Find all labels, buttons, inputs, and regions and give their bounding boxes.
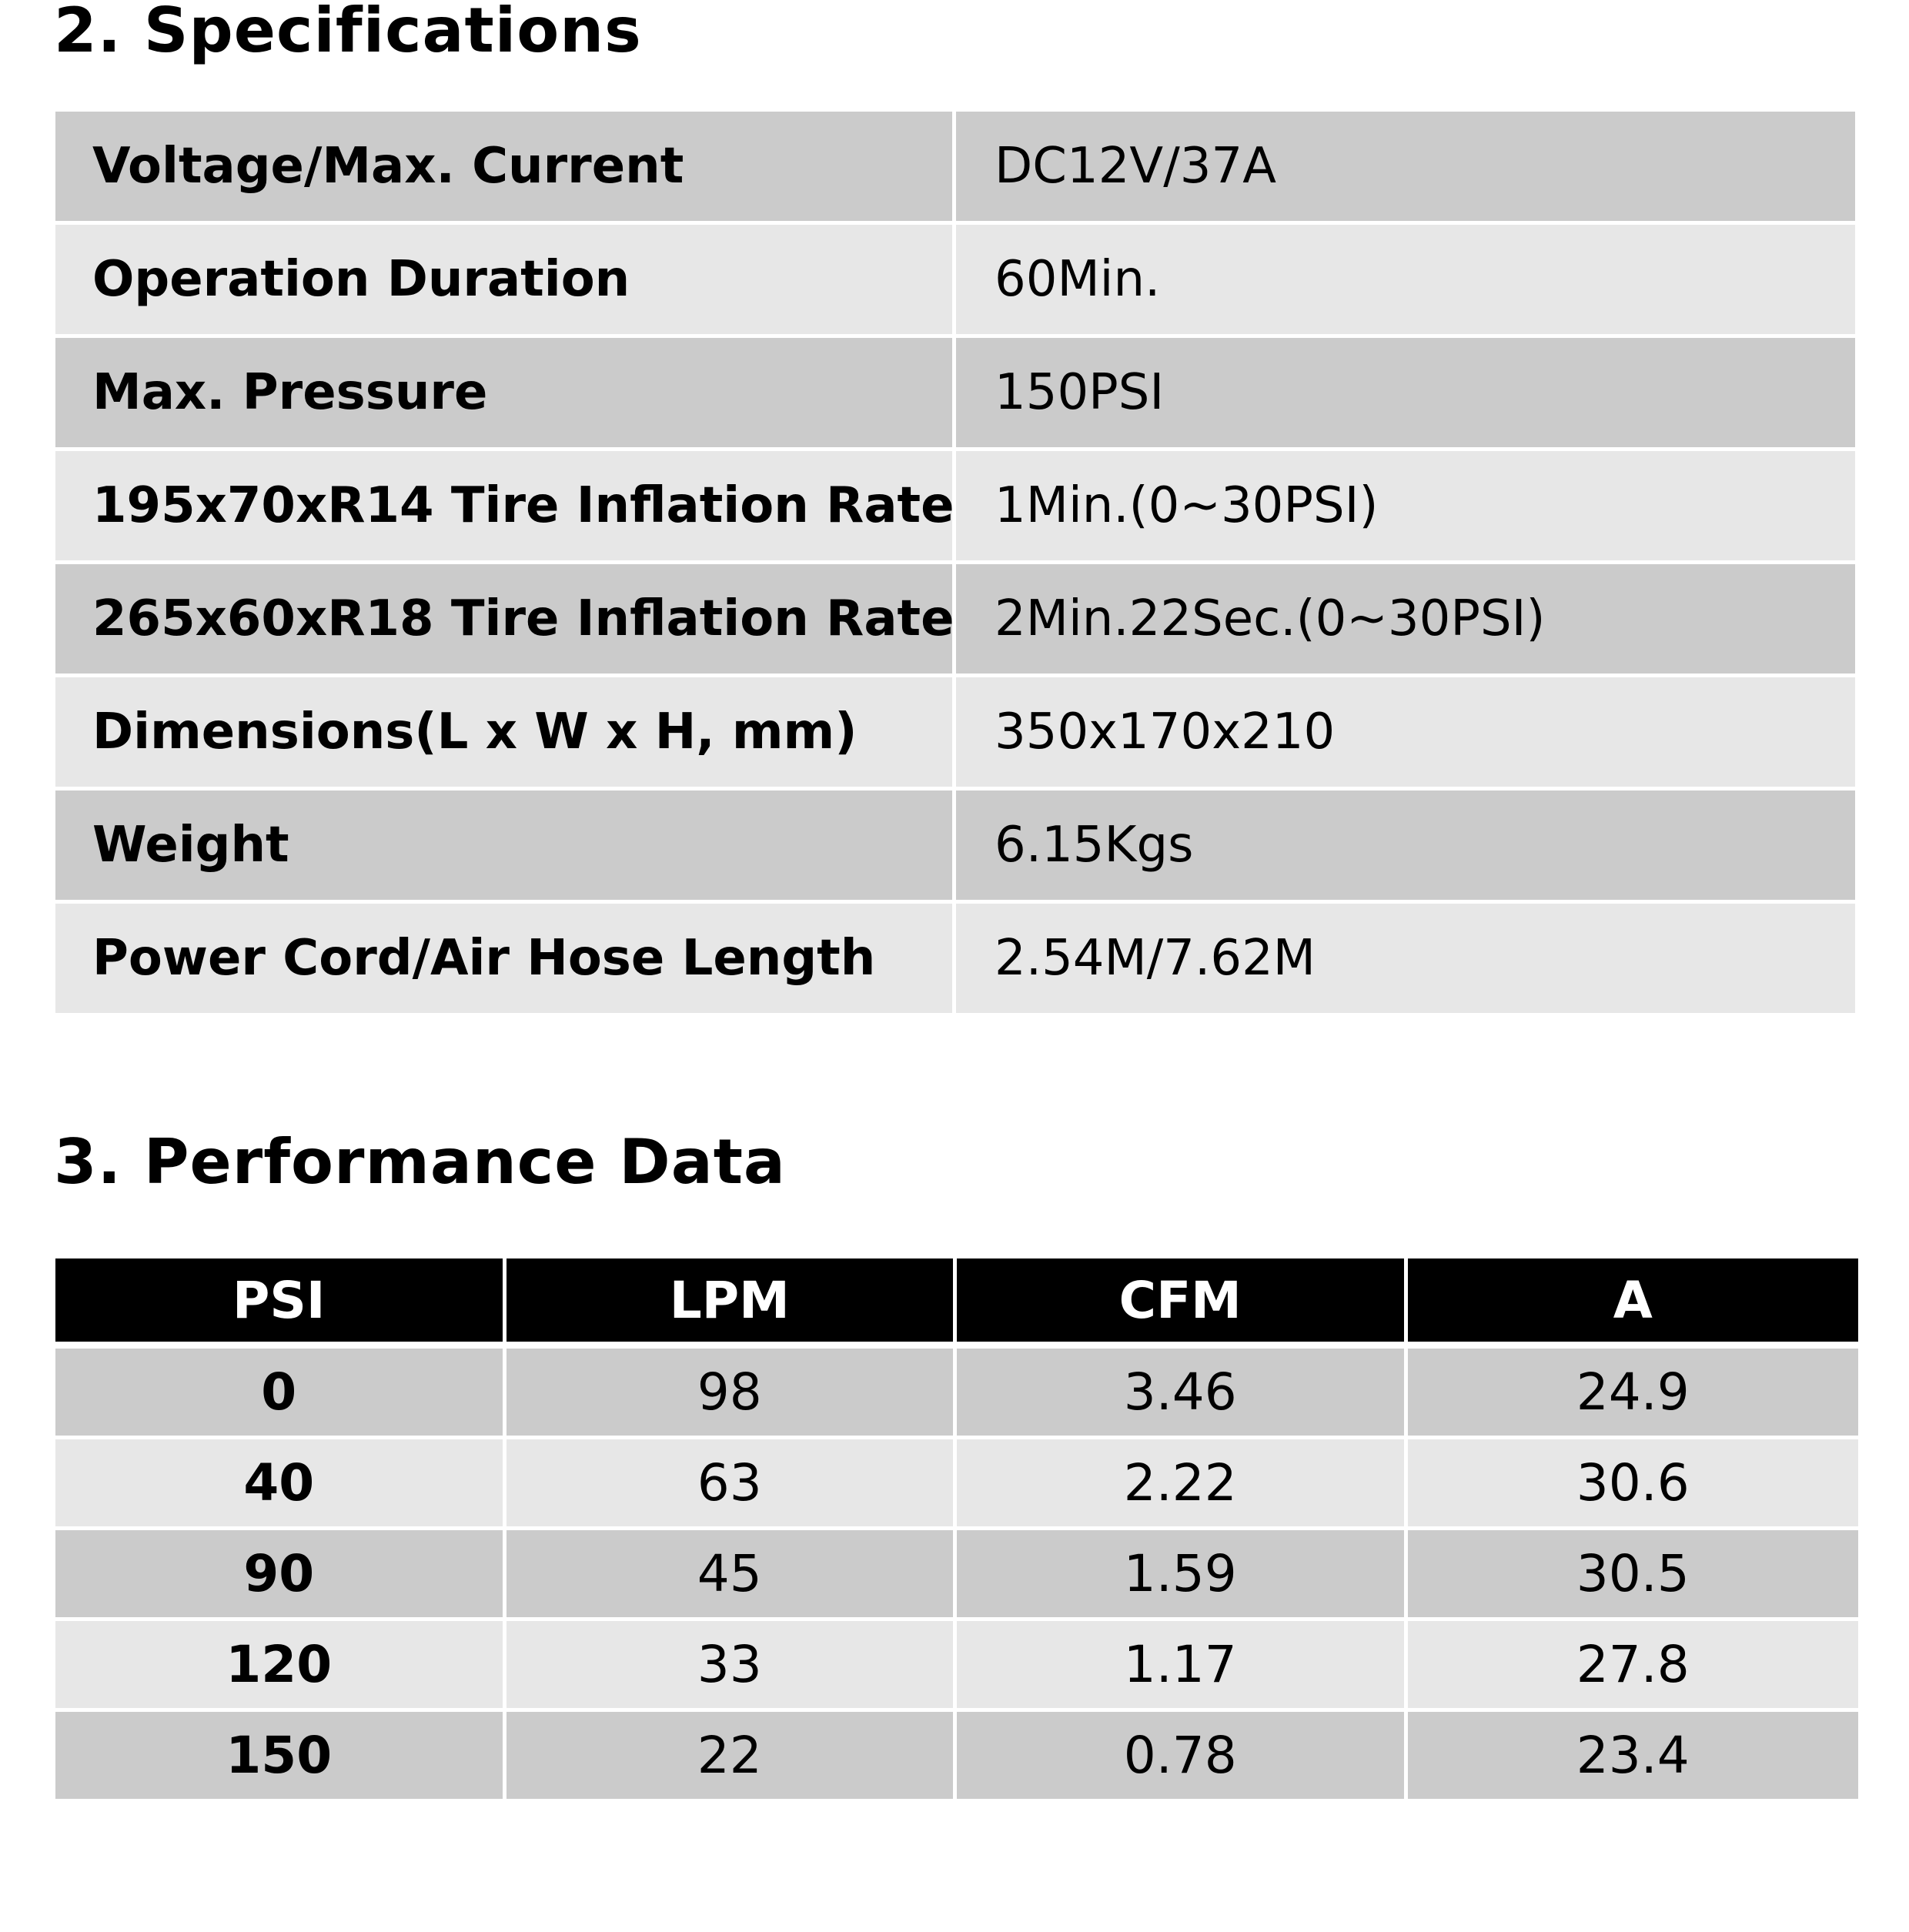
table-row — [55, 677, 1855, 791]
psi-cell: 150 — [55, 1712, 507, 1803]
spec-label: Dimensions(L x W x H, mm) — [55, 677, 956, 791]
column-header-lpm: LPM — [507, 1258, 958, 1349]
lpm-cell: 22 — [507, 1712, 958, 1803]
performance-table — [55, 1258, 1858, 1803]
table-row — [55, 225, 1855, 338]
amps-cell: 30.6 — [1408, 1439, 1859, 1530]
amps-cell: 23.4 — [1408, 1712, 1859, 1803]
cfm-cell: 1.59 — [957, 1530, 1408, 1621]
spec-value: 2.54M/7.62M — [956, 904, 1855, 1017]
lpm-cell: 33 — [507, 1621, 958, 1712]
specifications-table — [55, 112, 1855, 1017]
spec-label: Operation Duration — [55, 225, 956, 338]
spec-label: Weight — [55, 791, 956, 904]
table-row — [55, 338, 1855, 451]
table-row — [55, 1712, 1858, 1803]
table-row — [55, 1621, 1858, 1712]
lpm-cell: 45 — [507, 1530, 958, 1621]
spec-value: 6.15Kgs — [956, 791, 1855, 904]
spec-value: 1Min.(0~30PSI) — [956, 451, 1855, 564]
spec-value: 150PSI — [956, 338, 1855, 451]
spec-label: Power Cord/Air Hose Length — [55, 904, 956, 1017]
cfm-cell: 0.78 — [957, 1712, 1408, 1803]
psi-cell: 120 — [55, 1621, 507, 1712]
performance-heading: 3. Performance Data — [54, 1126, 786, 1198]
column-header-amps: A — [1408, 1258, 1859, 1349]
spec-label: Voltage/Max. Current — [55, 112, 956, 225]
table-row — [55, 451, 1855, 564]
table-row — [55, 1349, 1858, 1439]
spec-label: 195x70xR14 Tire Inflation Rate — [55, 451, 956, 564]
spec-value: DC12V/37A — [956, 112, 1855, 225]
table-row — [55, 564, 1855, 677]
lpm-cell: 63 — [507, 1439, 958, 1530]
table-header-row — [55, 1258, 1858, 1349]
table-row — [55, 1530, 1858, 1621]
table-row — [55, 791, 1855, 904]
column-header-psi: PSI — [55, 1258, 507, 1349]
table-row — [55, 112, 1855, 225]
table-row — [55, 1439, 1858, 1530]
psi-cell: 90 — [55, 1530, 507, 1621]
spec-value: 2Min.22Sec.(0~30PSI) — [956, 564, 1855, 677]
column-header-cfm: CFM — [957, 1258, 1408, 1349]
spec-value: 350x170x210 — [956, 677, 1855, 791]
cfm-cell: 3.46 — [957, 1349, 1408, 1439]
specifications-heading: 2. Specifications — [54, 0, 642, 66]
spec-value: 60Min. — [956, 225, 1855, 338]
spec-label: Max. Pressure — [55, 338, 956, 451]
cfm-cell: 2.22 — [957, 1439, 1408, 1530]
table-row — [55, 904, 1855, 1017]
amps-cell: 27.8 — [1408, 1621, 1859, 1712]
amps-cell: 24.9 — [1408, 1349, 1859, 1439]
lpm-cell: 98 — [507, 1349, 958, 1439]
psi-cell: 40 — [55, 1439, 507, 1530]
amps-cell: 30.5 — [1408, 1530, 1859, 1621]
cfm-cell: 1.17 — [957, 1621, 1408, 1712]
spec-label: 265x60xR18 Tire Inflation Rate — [55, 564, 956, 677]
psi-cell: 0 — [55, 1349, 507, 1439]
